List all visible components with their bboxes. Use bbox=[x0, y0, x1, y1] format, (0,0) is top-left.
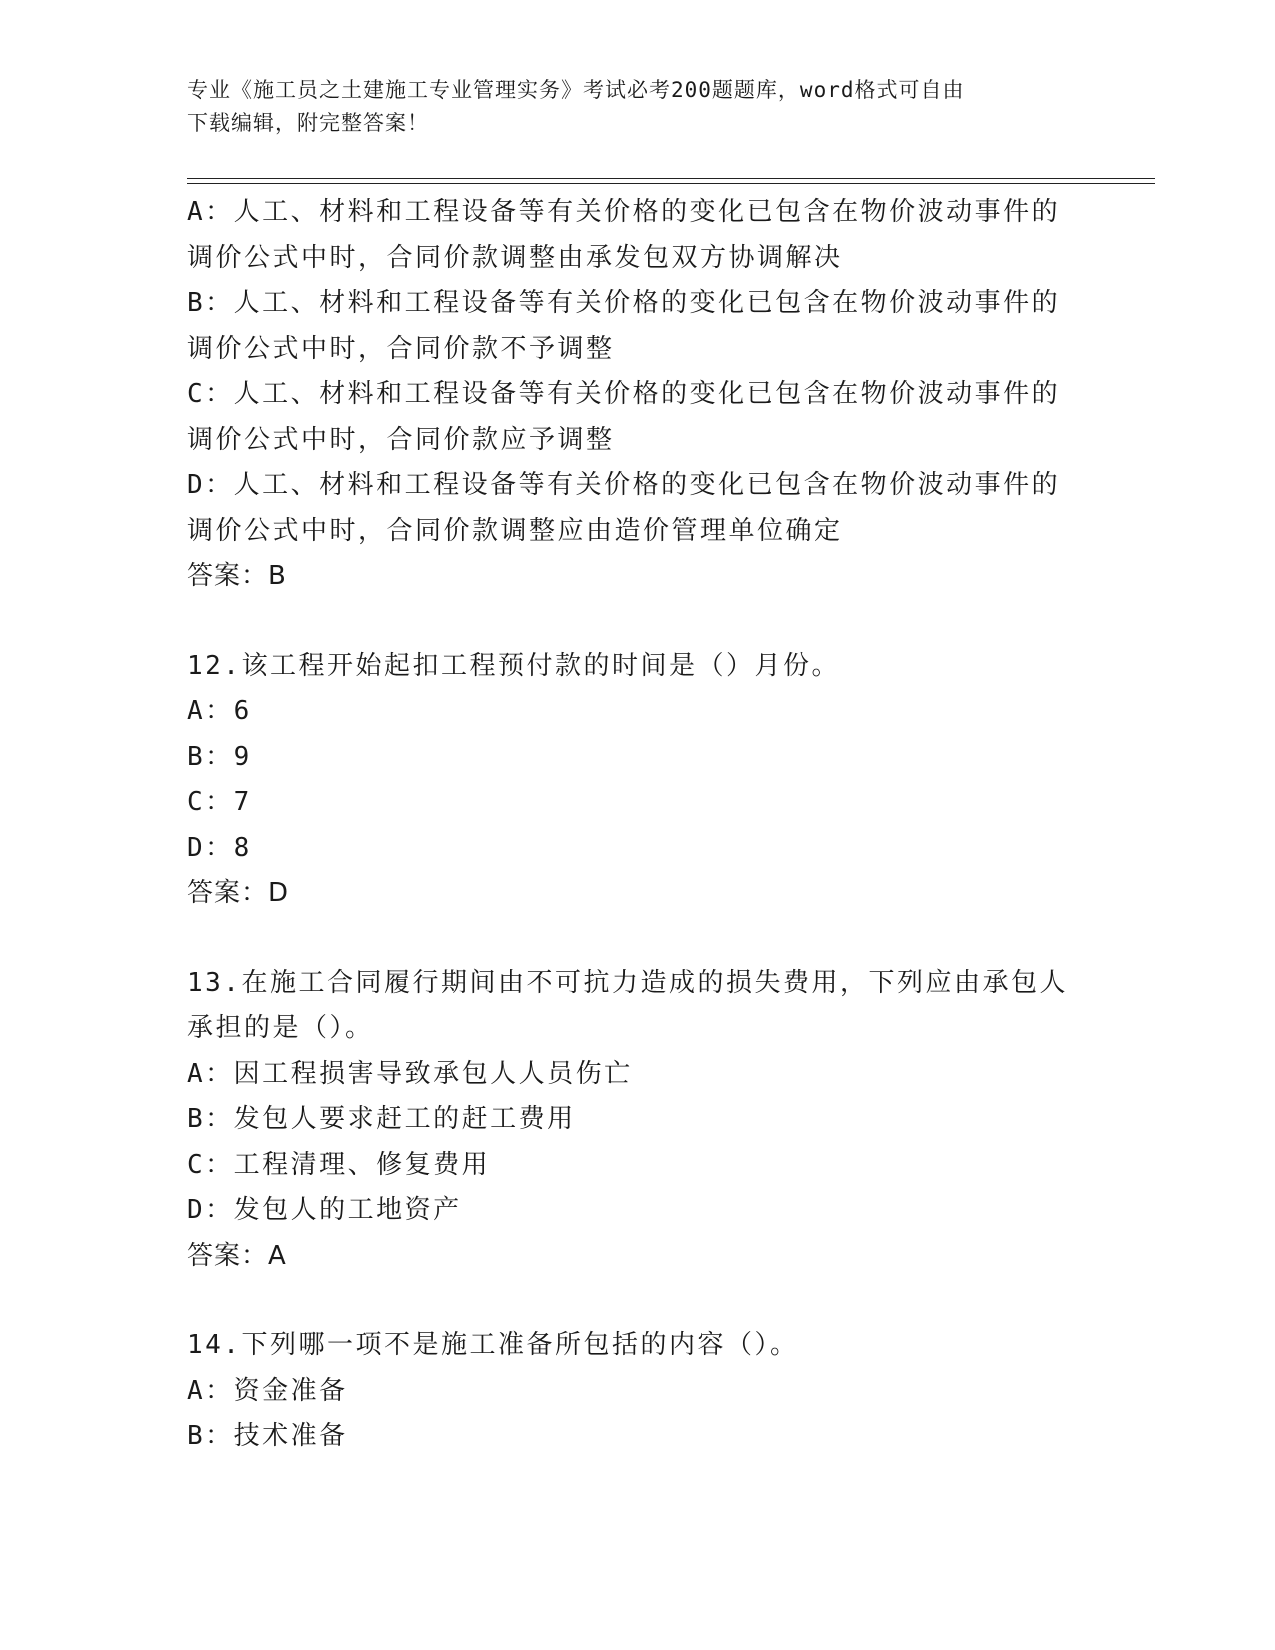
option-line: B：人工、材料和工程设备等有关价格的变化已包含在物价波动事件的 bbox=[187, 288, 1061, 318]
answer-line: 答案：A bbox=[187, 1240, 287, 1271]
option-line: D：发包人的工地资产 bbox=[187, 1195, 462, 1225]
option-line: 调价公式中时，合同价款不予调整 bbox=[187, 333, 615, 364]
question-text: 12.该工程开始起扣工程预付款的时间是（）月份。 bbox=[187, 650, 840, 681]
question-text: 13.在施工合同履行期间由不可抗力造成的损失费用，下列应由承包人 bbox=[187, 967, 1068, 998]
option-line: B：技术准备 bbox=[187, 1421, 348, 1451]
option-line: B：发包人要求赶工的赶工费用 bbox=[187, 1104, 576, 1134]
option-line: A：资金准备 bbox=[187, 1375, 348, 1406]
question-text: 14.下列哪一项不是施工准备所包括的内容（）。 bbox=[187, 1330, 799, 1360]
option-line: A：人工、材料和工程设备等有关价格的变化已包含在物价波动事件的 bbox=[187, 197, 1061, 227]
document-header bbox=[187, 74, 1087, 140]
option-line: 调价公式中时，合同价款调整应由造价管理单位确定 bbox=[187, 515, 843, 546]
option-line: D：8 bbox=[187, 832, 252, 863]
block-spacer bbox=[187, 1279, 1087, 1323]
question-block-11 bbox=[187, 190, 1087, 600]
answer-line: 答案：B bbox=[187, 561, 287, 591]
option-line: 调价公式中时，合同价款应予调整 bbox=[187, 424, 615, 455]
header-rule-bottom bbox=[187, 183, 1155, 184]
option-line: C：工程清理、修复费用 bbox=[187, 1149, 491, 1180]
block-spacer bbox=[187, 600, 1087, 644]
question-block-12 bbox=[187, 644, 1087, 917]
option-line: A：6 bbox=[187, 696, 252, 726]
answer-line: 答案：D bbox=[187, 878, 290, 908]
option-line: A：因工程损害导致承包人人员伤亡 bbox=[187, 1058, 633, 1089]
option-line: B：9 bbox=[187, 741, 252, 772]
header-line-2: 下载编辑，附完整答案！ bbox=[187, 111, 429, 135]
option-line: C：人工、材料和工程设备等有关价格的变化已包含在物价波动事件的 bbox=[187, 379, 1061, 409]
block-spacer bbox=[187, 917, 1087, 961]
option-line: 调价公式中时，合同价款调整由承发包双方协调解决 bbox=[187, 242, 843, 273]
question-block-13 bbox=[187, 961, 1087, 1280]
option-line: D：人工、材料和工程设备等有关价格的变化已包含在物价波动事件的 bbox=[187, 470, 1061, 500]
option-line: C：7 bbox=[187, 787, 252, 817]
question-text: 承担的是（）。 bbox=[187, 1013, 374, 1043]
question-block-14 bbox=[187, 1323, 1087, 1460]
header-rule-top bbox=[187, 178, 1155, 179]
header-line-1: 专业《施工员之土建施工专业管理实务》考试必考200题题库，word格式可自由 bbox=[187, 78, 965, 102]
question-list bbox=[187, 190, 1087, 1460]
